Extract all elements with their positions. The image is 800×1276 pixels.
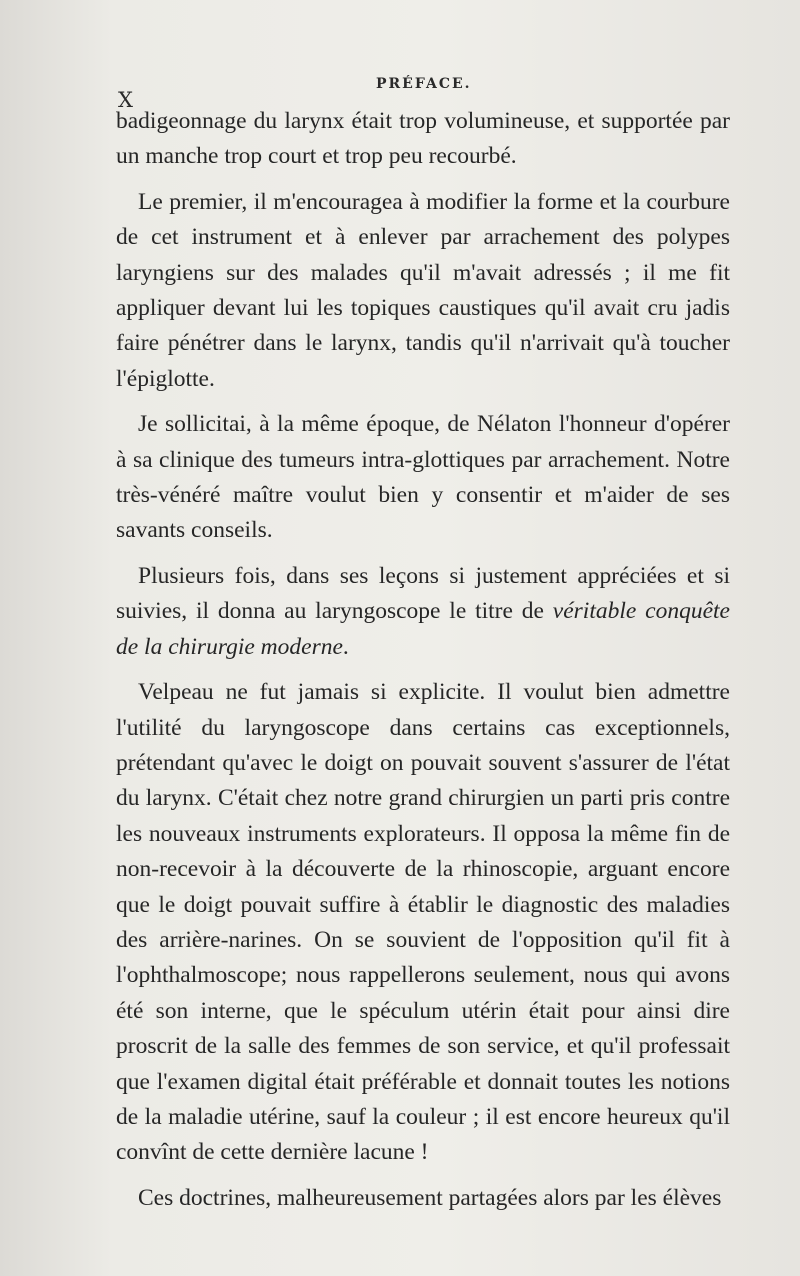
page-number: X <box>118 88 134 112</box>
body-text <box>116 104 730 1226</box>
paragraph <box>116 559 730 665</box>
paragraph: Le premier, il m'encouragea à modifier la forme et la courbure de cet instrument et à enlever par arrachement des polypes laryngiens sur des malades qu'il m'avait adressés ; il me fit appliquer devant lui les topiques caustiques qu'il avait cru jadis faire pénétrer dans le larynx, tandis qu'il n'arrivait qu'à toucher l'épiglotte. <box>116 188 730 392</box>
paragraph-last: Ces doctrines, malheureusement partagées alors par les élèves <box>138 1184 722 1211</box>
paragraph-text: Plusieurs fois, dans ses leçons si justement appréciées et si suivies, il donna au laryngoscope le titre de <box>116 562 730 625</box>
italic-phrase: véritable conquête de la chirurgie moderne <box>116 598 730 660</box>
paragraph: Velpeau ne fut jamais si explicite. Il voulut bien admettre l'utilité du laryngoscope dans certains cas exceptionnels, prétendant qu'avec le doigt on pouvait souvent s'assurer de l'état du larynx. C'était chez notre grand chirurgien un parti pris contre les nouveaux instruments explorateurs. Il opposa la même fin de non-recevoir à la découverte de la rhinoscopie, arguant encore que le doigt pouvait suffire à établir le diagnostic des maladies des arrière-narines. On se souvient de l'opposition qu'il fit à l'ophthalmoscope; nous rappellerons seulement, nous qui avons été son interne, que le spéculum utérin était pour ainsi dire proscrit de la salle des femmes de son service, et qu'il professait que l'examen digital était préférable et donnait toutes les notions de la maladie utérine, sauf la couleur ; il est encore heureux qu'il convînt de cette dernière lacune ! <box>116 679 730 1166</box>
paragraph-continuation: badigeonnage du larynx était trop volumineuse, et supportée par un manche trop court et trop peu recourbé. <box>116 108 730 170</box>
paragraph: Je sollicitai, à la même époque, de Nélaton l'honneur d'opérer à sa clinique des tumeurs intra-glottiques par arrachement. Notre très-vénéré maître voulut bien y consentir et m'aider de ses savants conseils. <box>116 411 730 544</box>
paragraph-text: . <box>342 633 349 660</box>
running-head: PRÉFACE. <box>376 76 472 92</box>
